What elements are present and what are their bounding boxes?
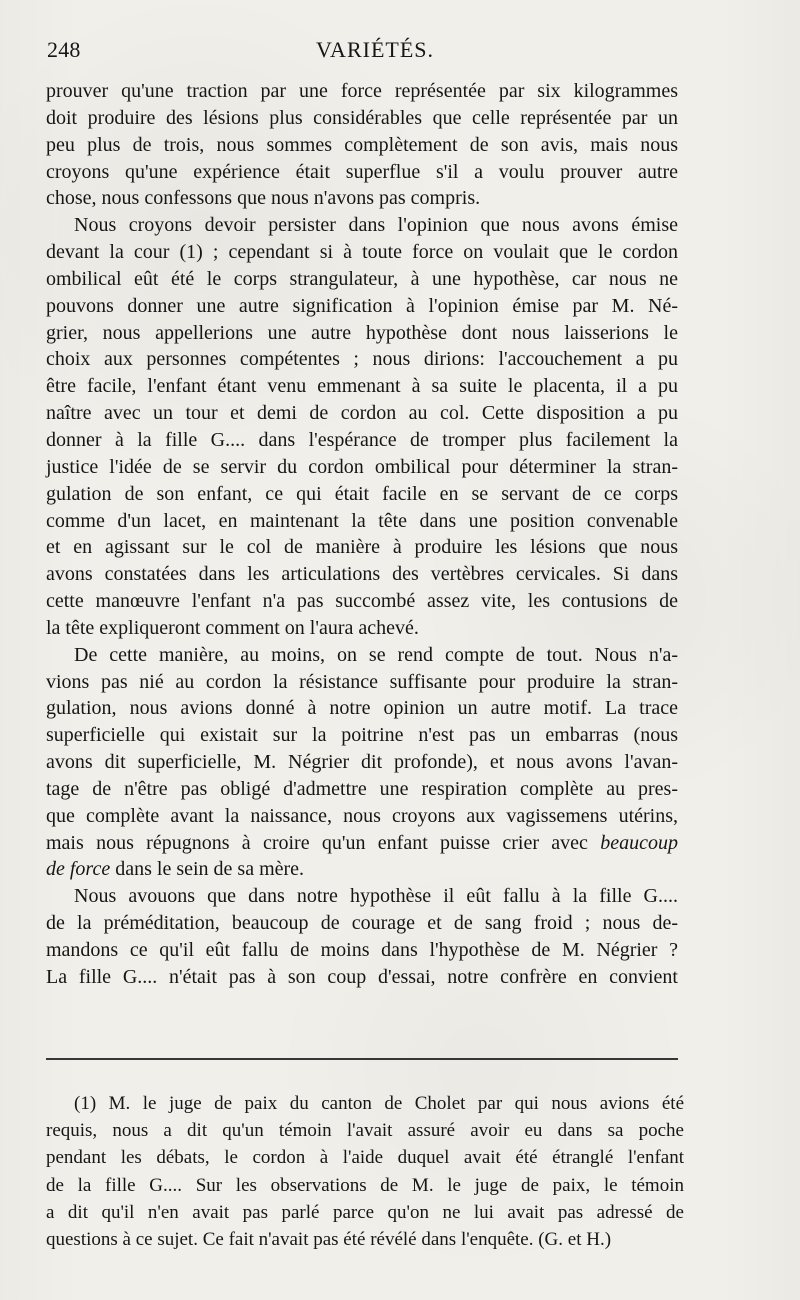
text-line: Nous croyons devoir persister dans l'opinion que nous avons émise <box>74 214 678 237</box>
footnote-line: requis, nous a dit qu'un témoin l'avait assuré avoir eu dans sa poche <box>46 1120 684 1142</box>
page-header <box>46 34 752 66</box>
text-line: gulation de son enfant, ce qui était facile en se servant de ce corps <box>46 482 678 505</box>
text-line: donner à la fille G.... dans l'espérance de tromper plus facilement la <box>46 428 678 451</box>
text-line: grier, nous appellerions une autre hypothèse dont nous laisserions le <box>46 321 678 344</box>
italic-text: beaucoup <box>600 831 678 854</box>
text-line: avons constatées dans les articulations des vertèbres cervicales. Si dans <box>46 563 678 586</box>
footnote-line: (1) M. le juge de paix du canton de Cholet par qui nous avions été <box>74 1093 684 1114</box>
footnote-line: a dit qu'il n'en avait pas parlé parce qu'on ne lui avait pas adressé de <box>46 1201 684 1223</box>
text-line: mandons ce qu'il eût fallu de moins dans l'hypothèse de M. Négrier ? <box>46 939 678 961</box>
paragraph-4 <box>46 883 678 990</box>
footnote <box>46 1090 684 1253</box>
text-line: que complète avant la naissance, nous croyons aux vagissemens utérins, <box>46 804 678 827</box>
footnote-divider <box>46 1058 678 1060</box>
paragraph-3 <box>46 642 678 884</box>
text-line: pouvons donner une autre signification à l'opinion émise par M. Né- <box>46 294 678 317</box>
text-line: Nous avouons que dans notre hypothèse il eût fallu à la fille G.... <box>74 885 678 908</box>
text-line: cette manœuvre l'enfant n'a pas succombé assez vite, les contusions de <box>46 590 678 613</box>
text-line: ombilical eût été le corps strangulateur, à une hypothèse, car nous ne <box>46 267 678 290</box>
text-line: vions pas nié au cordon la résistance suffisante pour produire la stran- <box>46 670 678 693</box>
text-line: justice l'idée de se servir du cordon ombilical pour déterminer la stran- <box>46 455 678 478</box>
text-line: De cette manière, au moins, on se rend compte de tout. Nous n'a- <box>74 643 678 666</box>
text-line: être facile, l'enfant étant venu emmenant à sa suite le placenta, il a pu <box>46 375 678 398</box>
text-line: naître avec un tour et demi de cordon au col. Cette disposition a pu <box>46 402 678 425</box>
text-line: avons dit superficielle, M. Négrier dit profonde), et nous avons l'avan- <box>46 751 678 774</box>
text-fragment: mais nous répugnons à croire qu'un enfant puisse crier avec <box>46 831 588 854</box>
text-line: tage de n'être pas obligé d'admettre une respiration complète au pres- <box>46 777 678 800</box>
text-fragment: dans le sein de sa mère. <box>115 858 305 881</box>
text-line: et en agissant sur le col de manière à produire les lésions que nous <box>46 536 678 559</box>
text-line-with-italic <box>46 856 678 883</box>
text-line: La fille G.... n'était pas à son coup d'essai, notre confrère en convient <box>46 965 678 988</box>
running-title: VARIÉTÉS. <box>316 37 434 62</box>
text-line: doit produire des lésions plus considérables que celle représentée par un <box>46 106 678 129</box>
text-line: peu plus de trois, nous sommes complètement de son avis, mais nous <box>46 133 678 156</box>
paragraph-1 <box>46 78 678 212</box>
text-line: la tête expliqueront comment on l'aura achevé. <box>46 616 419 639</box>
footnote-line: questions à ce sujet. Ce fait n'avait pas été révélé dans l'enquête. (G. et H.) <box>46 1229 612 1251</box>
text-line: choix aux personnes compétentes ; nous dirions: l'accouchement a pu <box>46 348 678 371</box>
text-line: prouver qu'une traction par une force représentée par six kilogrammes <box>46 80 678 102</box>
italic-text: de force <box>46 858 111 881</box>
text-line: de la préméditation, beaucoup de courage et de sang froid ; nous de- <box>46 912 678 935</box>
paragraph-2 <box>46 212 678 642</box>
text-line: chose, nous confessons que nous n'avons pas compris. <box>46 187 481 210</box>
text-line: croyons qu'une expérience était superflue s'il a voulu prouver autre <box>46 160 678 183</box>
text-line: superficielle qui existait sur la poitrine n'est pas un embarras (nous <box>46 724 678 747</box>
footnote-line: pendant les débats, le cordon à l'aide duquel avait été étranglé l'enfant <box>46 1147 684 1169</box>
footnote-line: de la fille G.... Sur les observations de M. le juge de paix, le témoin <box>46 1174 684 1196</box>
text-line: gulation, nous avions donné à notre opinion un autre motif. La trace <box>46 697 678 720</box>
text-line: devant la cour (1) ; cependant si à toute force on voulait que le cordon <box>46 241 678 264</box>
text-line: comme d'un lacet, en maintenant la tête dans une position convenable <box>46 509 678 532</box>
text-line-with-italic <box>46 830 678 857</box>
page-number: 248 <box>47 37 81 62</box>
main-text <box>46 78 678 991</box>
